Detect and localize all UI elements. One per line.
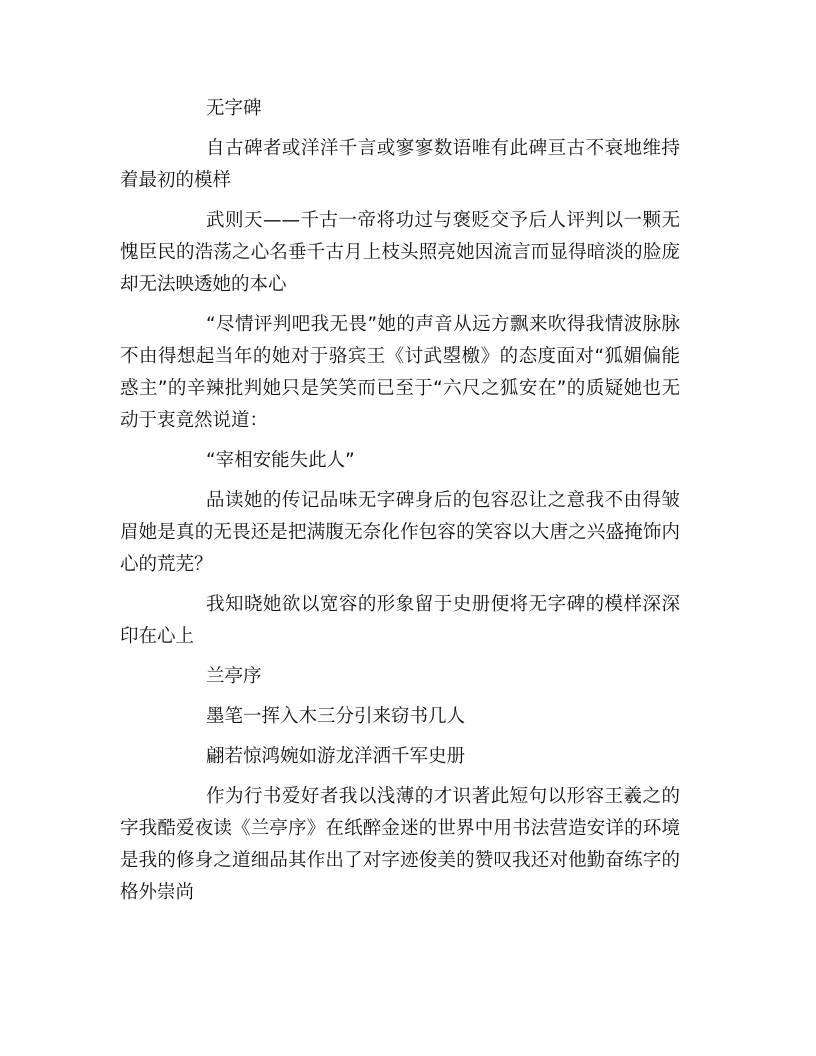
verse-line: 墨笔一挥入木三分引来窃书几人 [206, 706, 466, 727]
quote-line: “宰相安能失此人” [206, 450, 355, 471]
paragraph: 自古碑者或洋洋千言或寥寥数语唯有此碑亘古不衰地维持着最初的模样 [120, 138, 680, 191]
section-title-lantingxu: 兰亭序 [206, 666, 262, 687]
paragraph: “尽情评判吧我无畏”她的声音从远方飘来吹得我情波脉脉不由得想起当年的她对于骆宾王《讨武曌檄》的态度面对“狐媚偏能惑主”的辛辣批判她只是笑笑而已至于“六尺之狐安在”的质疑她也无动于衷竟然说道： [120, 314, 680, 431]
verse-line: 翩若惊鸿婉如游龙洋洒千军史册 [206, 746, 466, 767]
paragraph: 品读她的传记品味无字碑身后的包容忍让之意我不由得皱眉她是真的无畏还是把满腹无奈化作包容的笑容以大唐之兴盛掩饰内心的荒芜？ [120, 490, 680, 575]
paragraph: 我知晓她欲以宽容的形象留于史册便将无字碑的模样深深印在心上 [120, 594, 680, 647]
section-title-wuzibei: 无字碑 [206, 98, 262, 119]
paragraph: 作为行书爱好者我以浅薄的才识著此短句以形容王羲之的字我酷爱夜读《兰亭序》在纸醉金迷的世界中用书法营造安详的环境是我的修身之道细品其作出了对字迹俊美的赞叹我还对他勤奋练字的格外崇尚 [120, 786, 680, 903]
document-body [120, 93, 680, 917]
paragraph: 武则天——千古一帝将功过与褒贬交予后人评判以一颗无愧臣民的浩荡之心名垂千古月上枝头照亮她因流言而显得暗淡的脸庞却无法映透她的本心 [120, 210, 680, 295]
